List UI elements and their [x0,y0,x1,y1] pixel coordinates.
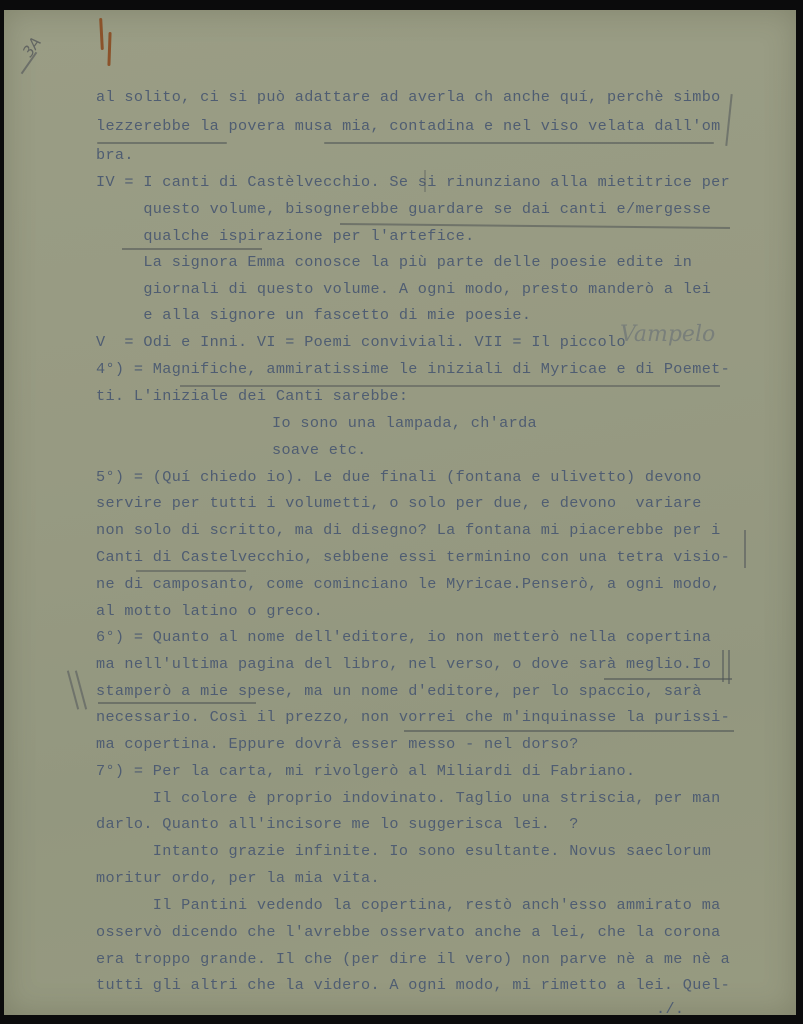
text-line: e alla signore un fascetto di mie poesie. [96,306,532,324]
text-line: al solito, ci si può adattare ad averla ch anche quí, perchè simbo [96,88,721,106]
pencil-underline [98,702,256,704]
text-line: ti. L'iniziale dei Canti sarebbe: [96,387,409,405]
continuation-mark: ./. [656,1000,685,1018]
text-line: era troppo grande. Il che (per dire il vero) non parve nè a me nè a [96,950,731,968]
pencil-underline [136,570,246,572]
pencil-underline [404,730,734,732]
text-line: Il colore è proprio indovinato. Taglio una striscia, per man [96,789,721,807]
text-line: 6°) = Quanto al nome dell'editore, io non metterò nella copertina [96,628,712,646]
text-line: servire per tutti i volumetti, o solo per due, e devono variare [96,494,702,512]
margin-bar [725,94,732,146]
text-line: ma copertina. Eppure dovrà esser messo - nel dorso? [96,735,579,753]
pencil-underline [180,385,720,387]
text-line: al motto latino o greco. [96,602,324,620]
text-line: darlo. Quanto all'incisore me lo suggerisca lei. ? [96,815,579,833]
text-line: ma nell'ultima pagina del libro, nel verso, o dove sarà meglio.Io [96,655,712,673]
text-line: non solo di scritto, ma di disegno? La fontana mi piacerebbe per i [96,521,721,539]
document-page [4,10,796,1018]
text-line: soave etc. [272,441,367,459]
text-line: tutti gli altri che la videro. A ogni modo, mi rimetto a lei. Quel- [96,976,731,994]
pencil-underline [604,678,732,680]
text-line: IV = I canti di Castèlvecchio. Se si rinunziano alla mietitrice per [96,173,731,191]
handwritten-word: Vampelo [620,322,716,347]
text-line: moritur ordo, per la mia vita. [96,869,380,887]
crayon-mark-2 [107,32,111,66]
text-line: giornali di questo volume. A ogni modo, presto manderò a lei [96,280,712,298]
margin-bar [424,170,426,192]
text-line: bra. [96,146,134,164]
text-line: Il Pantini vedendo la copertina, restò anch'esso ammirato ma [96,896,721,914]
text-line: lezzerebbe la povera musa mia, contadina e nel viso velata dall'om [96,117,721,135]
text-line: 5°) = (Quí chiedo io). Le due finali (fontana e ulivetto) devono [96,468,702,486]
text-line: qualche ispirazione per l'artefice. [96,227,475,245]
text-line: questo volume, bisognerebbe guardare se dai canti e/mergesse [96,200,712,218]
margin-bar [722,650,724,682]
text-line: ne di camposanto, come cominciano le Myricae.Penserò, a ogni modo, [96,575,721,593]
text-line: necessario. Così il prezzo, non vorrei che m'inquinasse la purissi- [96,708,731,726]
text-line: Intanto grazie infinite. Io sono esultante. Novus saeclorum [96,842,712,860]
margin-bar [744,530,746,568]
pencil-underline [122,248,262,250]
pencil-underline [97,142,227,144]
crayon-mark-1 [99,18,104,50]
text-line: osservò dicendo che l'avrebbe osservato anche a lei, che la corona [96,923,721,941]
text-line: V = Odi e Inni. VI = Poemi conviviali. VII = Il piccolo [96,333,626,351]
text-line: La signora Emma conosce la più parte delle poesie edite in [96,253,693,271]
text-line: Canti di Castelvecchio, sebbene essi terminino con una tetra visio- [96,548,731,566]
text-line: stamperò a mie spese, ma un nome d'editore, per lo spaccio, sarà [96,682,702,700]
pencil-underline [324,142,714,144]
text-line: 7°) = Per la carta, mi rivolgerò al Miliardi di Fabriano. [96,762,636,780]
page-number-annotation: 3A [18,33,45,61]
margin-bar [728,650,730,684]
text-line: 4°) = Magnifiche, ammiratissime le iniziali di Myricae e di Poemet- [96,360,731,378]
text-line: Io sono una lampada, ch'arda [272,414,537,432]
